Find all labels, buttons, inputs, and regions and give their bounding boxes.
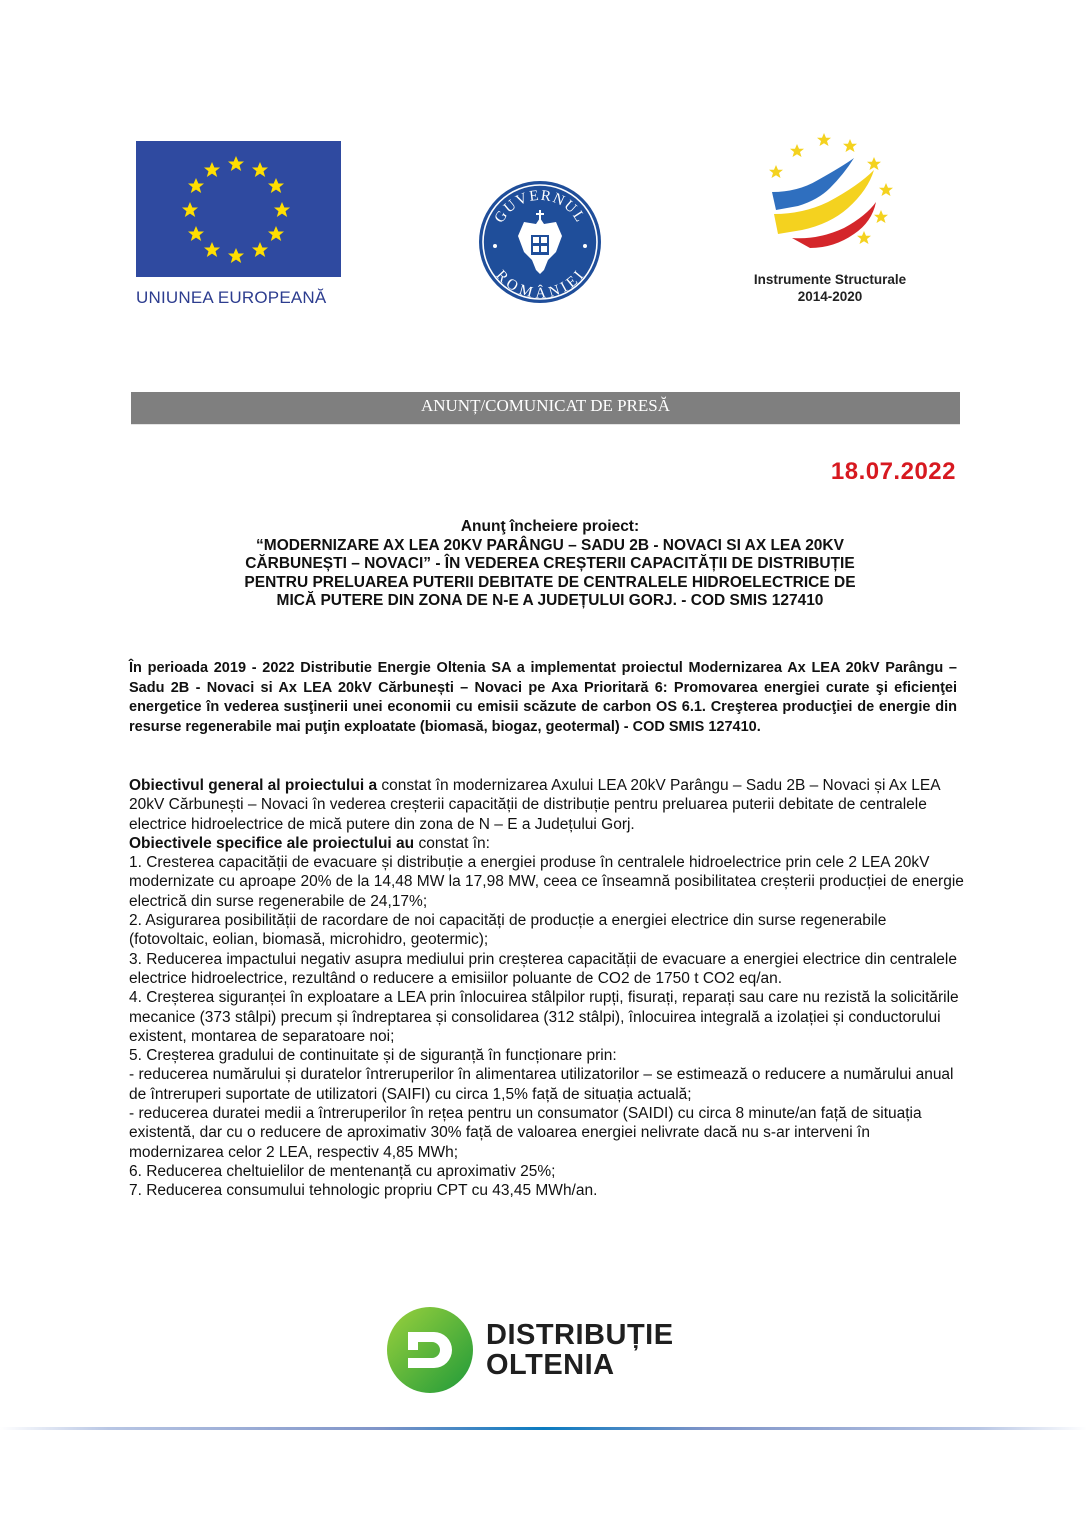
objectives-section (129, 776, 969, 1201)
title-line: MICĂ PUTERE DIN ZONA DE N-E A JUDEȚULUI GORJ. - COD SMIS 127410 (276, 592, 824, 610)
objective-item: 5. Creșterea gradului de continuitate și de siguranță în funcționare prin: (129, 1047, 617, 1065)
general-objective-text: constat în modernizarea Axului LEA 20kV Parângu – Sadu 2B – Novaci și Ax LEA 20kV Cărbunești – Novaci în vederea creșterii capacității de distribuție pentru preluarea puterii debitate de centralele electrice hidroelectrice de mică putere din zona de N – E a Județului Gorj. (129, 777, 940, 833)
objective-item: 7. Reducerea consumului tehnologic propriu CPT cu 43,45 MWh/an. (129, 1182, 598, 1200)
title-lead: Anunţ încheiere proiect: (460, 518, 640, 535)
footer-divider (0, 1427, 1087, 1430)
structural-instruments-title: Instrumente Structurale (753, 272, 907, 287)
title-line: CĂRBUNEȘTI – NOVACI” - ÎN VEDEREA CREȘTERII CAPACITĂȚII DE DISTRIBUȚIE (245, 555, 855, 573)
objective-item: 3. Reducerea impactului negativ asupra mediului prin creșterea capacității de evacuare a energiei electrice din centralele electrice hidroelectrice, rezultând o reducere a emisiilor poluante de CO2 de 1750 t CO2 eq/an. (129, 950, 957, 987)
general-objective-paragraph (129, 776, 969, 834)
specific-objectives-label: Obiectivele specifice ale proiectului au (129, 834, 415, 852)
objective-item: 4. Creșterea siguranței în exploatare a LEA prin înlocuirea stâlpilor rupți, fisurați, reparați sau care nu rezistă la solicitările mecanice (373 stâlpi) precum și îndreptarea și consolidarea (312 stâlpi), înlocuirea integrală a izolației și conductorului existent, montarea de separatoare noi; (129, 989, 959, 1045)
wordmark-line-2: OLTENIA (486, 1349, 615, 1381)
specific-objectives-heading (129, 834, 969, 853)
general-objective-label: Obiectivul general al proiectului a (129, 777, 378, 794)
structural-instruments-label (730, 271, 930, 305)
wordmark-line-1: DISTRIBUȚIE (486, 1319, 674, 1351)
svg-text:GUVERNUL: GUVERNUL (491, 187, 589, 226)
objective-item: 6. Reducerea cheltuielilor de mentenanță cu aproximativ 25%; (129, 1162, 556, 1180)
release-date: 18.07.2022 (830, 458, 956, 485)
specific-objectives-text: constat în: (414, 834, 490, 852)
distributie-oltenia-logo-icon (386, 1306, 474, 1394)
government-seal-icon (478, 180, 602, 304)
title-line: “MODERNIZARE AX LEA 20KV PARÂNGU – SADU 2B - NOVACI SI AX LEA 20KV (256, 536, 844, 554)
eu-flag-icon (136, 141, 341, 277)
svg-text:ROMÂNIEI: ROMÂNIEI (492, 267, 588, 302)
structural-instruments-icon (758, 130, 908, 255)
objective-item: 1. Cresterea capacității de evacuare și distribuție a energiei produse în centralele hidroelectrice prin cele 2 LEA 20kV modernizate cu aproape 20% de la 14,48 MW la 17,98 MW, ceea ce înseamnă posibilitatea creșterii producției de energie electrică din surse regenerabile de 24,17%; (129, 854, 964, 910)
intro-paragraph: În perioada 2019 - 2022 Distributie Energie Oltenia SA a implementat proiectul Modernizarea Ax LEA 20kV Parângu – Sadu 2B - Novaci si Ax LEA 20kV Cărbunești – Novaci pe Axa Prioritară 6: Promovarea energiei curate şi eficienţei energetice în vederea susţinerii unei economii cu emisii scăzute de carbon OS 6.1. Creşterea producţiei de energie din resurse regenerabile mai puţin exploatate (biomasă, biogaz, geotermal) - COD SMIS 127410. (129, 660, 957, 735)
objective-subitem: - reducerea duratei medii a întreruperilor în rețea pentru un consumator (SAIDI) cu circa 8 minute/an față de situația existentă, dar cu o reducere de aproximativ 30% față de valoarea energiei nelivrate dacă nu s-ar interveni în modernizarea celor 2 LEA, respectiv 4,85 MWh; (129, 1105, 922, 1161)
distributie-oltenia-logo (386, 1306, 706, 1396)
document-title (140, 518, 960, 611)
title-line: PENTRU PRELUAREA PUTERII DEBITATE DE CENTRALELE HIDROELECTRICE DE (244, 573, 856, 591)
eu-label: UNIUNEA EUROPEANĂ (136, 288, 327, 307)
structural-instruments-period: 2014-2020 (797, 289, 863, 304)
objective-item: 2. Asigurarea posibilității de racordare de noi capacități de producție a energiei electrice din surse regenerabile (fotovoltaic, eolian, biomasă, microhidro, geotermic); (129, 912, 887, 949)
press-release-banner: ANUNȚ/COMUNICAT DE PRESĂ (131, 392, 960, 425)
distributie-oltenia-wordmark (486, 1320, 674, 1380)
objective-subitem: - reducerea numărului și duratelor întreruperilor în alimentarea utilizatorilor – se estimează o reducere a numărului anual de întreruperi suportate de utilizatori (SAIFI) cu circa 1,5% față de situația actuală; (129, 1066, 954, 1103)
